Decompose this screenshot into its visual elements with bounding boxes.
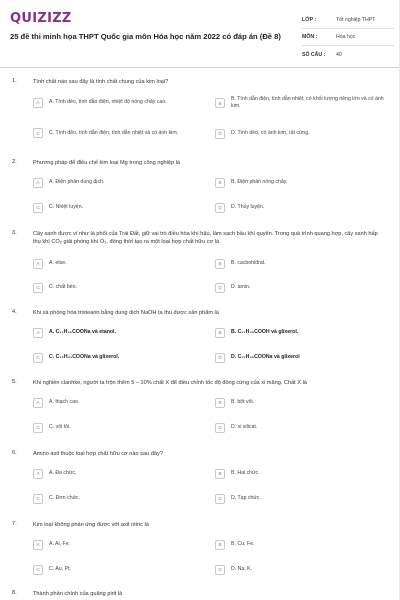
option-text: A. C₁₇H₃₅COONa và etanol. (49, 329, 116, 335)
option-text: D. Tính dẻo, có ánh kim, rất cứng. (231, 130, 310, 136)
option-a[interactable] (33, 94, 207, 111)
option-letter-badge: A (33, 469, 43, 479)
question-text: Cây xanh được ví như lá phổi của Trái Đất, giữ vai trò điều hòa khí hậu, làm sạch bầu khí quyển. Trong quá trình quang hợp, cây xanh hấp thụ khí CO₂ giải phóng khí O₂, đồng thời tạo ra một loại hợp chất hữu cơ là (33, 231, 378, 245)
option-letter-badge: A (33, 398, 43, 408)
option-d[interactable] (215, 125, 389, 142)
question-number: 8. (12, 590, 17, 596)
question-text: Kim loại không phản ứng được với axit nitric là (33, 522, 149, 528)
meta-table (302, 12, 394, 63)
question-text: Thành phần chính của quặng pirit là (33, 591, 123, 597)
question-text: Khi nghiền clanhke, người ta trộn thêm 5 – 10% chất X để điều chỉnh tốc độ đông cứng của xi măng. Chất X là (33, 380, 307, 386)
question-number: 4. (12, 309, 17, 315)
option-letter-badge: A (33, 540, 43, 550)
option-d[interactable] (215, 279, 389, 296)
document-header (0, 0, 400, 68)
option-text: D. Tạp chức. (231, 495, 261, 501)
option-c[interactable] (33, 349, 207, 366)
option-text: D. C₁₇H₃₅COONa và glixerol (231, 354, 300, 360)
meta-key: MÔN : (302, 34, 318, 40)
option-c[interactable] (33, 419, 207, 436)
option-a[interactable] (33, 324, 207, 341)
option-letter-badge: C (33, 423, 43, 433)
option-letter-badge: D (215, 494, 225, 504)
option-d[interactable] (215, 349, 389, 366)
option-b[interactable] (215, 92, 389, 114)
option-b[interactable] (215, 174, 389, 191)
option-text: B. Cu, Fe. (231, 541, 255, 547)
question-number: 3. (12, 230, 17, 236)
question-number: 5. (12, 379, 17, 385)
option-text: D. xi silicat. (231, 424, 258, 430)
meta-value: Hóa học (336, 34, 356, 40)
option-text: D. Na, K. (231, 566, 253, 572)
option-text: C. Đơn chức. (49, 495, 81, 501)
option-text: C. chất béo. (49, 284, 77, 290)
option-text: B. cacbohiđrat. (231, 260, 266, 266)
option-text: A. thạch cao. (49, 399, 80, 405)
option-c[interactable] (33, 561, 207, 578)
option-text: A. Đa chức. (49, 470, 77, 476)
option-a[interactable] (33, 536, 207, 553)
meta-value: Tốt nghiệp THPT (336, 17, 376, 23)
option-a[interactable] (33, 174, 207, 191)
question-number: 2. (12, 159, 17, 165)
option-text: D. amin. (231, 284, 251, 290)
page-title: 25 đề thi minh họa THPT Quốc gia môn Hóa học năm 2022 có đáp án (Đề 8) (10, 32, 281, 41)
question-text: Phương pháp để điều chế kim loại Mg trong công nghiệp là (33, 160, 181, 166)
option-letter-badge: B (215, 398, 225, 408)
option-a[interactable] (33, 465, 207, 482)
option-c[interactable] (33, 279, 207, 296)
meta-key: LỚP : (302, 17, 317, 23)
option-letter-badge: A (33, 98, 43, 108)
option-text: C. Tính dẻo, tính dẫn điện, tính dẫn nhiệt và có ánh kim. (49, 129, 179, 136)
option-letter-badge: C (33, 353, 43, 363)
option-text: D. Thủy luyện. (231, 204, 265, 210)
option-letter-badge: B (215, 178, 225, 188)
question-text: Amino axit thuộc loại hợp chất hữu cơ nào sau đây? (33, 451, 163, 457)
option-letter-badge: A (33, 328, 43, 338)
option-d[interactable] (215, 490, 389, 507)
option-letter-badge: B (215, 540, 225, 550)
option-letter-badge: C (33, 283, 43, 293)
option-letter-badge: D (215, 283, 225, 293)
option-a[interactable] (33, 394, 207, 411)
option-text: C. C₁₅H₃₁COONa và glixerol. (49, 354, 120, 360)
option-text: C. Au, Pt. (49, 566, 71, 572)
question-text: Tính chất nào sau đây là tính chất chung của kim loại? (33, 79, 169, 85)
option-text: B. Điện phân nóng chảy. (231, 179, 288, 185)
option-letter-badge: C (33, 128, 43, 138)
option-text: C. Nhiệt luyện. (49, 204, 84, 210)
option-letter-badge: D (215, 129, 225, 139)
option-text: B. Tính dẫn điện, tính dẫn nhiệt, có khối lượng riêng lớn và có ánh kim. (231, 96, 384, 109)
option-text: A. Tính dẻo, tính dẫn điện, nhiệt độ nóng chảy cao. (49, 99, 167, 105)
question-number: 7. (12, 521, 17, 527)
question-text: Khi xà phòng hóa tristearin bằng dung dịch NaOH ta thu được sản phẩm là (33, 310, 219, 316)
option-b[interactable] (215, 465, 389, 482)
option-text: A. etse. (49, 260, 67, 266)
meta-value: 40 (336, 51, 342, 58)
option-b[interactable] (215, 324, 389, 341)
option-letter-badge: D (215, 203, 225, 213)
option-letter-badge: A (33, 178, 43, 188)
option-c[interactable] (33, 122, 207, 144)
meta-row-class (302, 12, 394, 29)
meta-row-count (302, 46, 394, 63)
meta-key: SỐ CÂU : (302, 51, 326, 58)
option-text: B. Hai chức. (231, 470, 260, 476)
option-a[interactable] (33, 255, 207, 272)
option-letter-badge: B (215, 328, 225, 338)
option-text: B. C₁₇H₃₅COOH và glixerol. (231, 329, 299, 335)
option-text: B. bột vôi. (231, 399, 255, 405)
option-letter-badge: B (215, 259, 225, 269)
option-letter-badge: C (33, 203, 43, 213)
option-text: A. Điện phân dung dịch. (49, 179, 105, 185)
option-d[interactable] (215, 199, 389, 216)
option-letter-badge: D (215, 353, 225, 363)
quizizz-logo[interactable]: QUIZIZZ (10, 11, 72, 26)
option-letter-badge: C (33, 494, 43, 504)
option-letter-badge: B (215, 98, 225, 108)
option-letter-badge: A (33, 259, 43, 269)
option-b[interactable] (215, 536, 389, 553)
option-letter-badge: C (33, 565, 43, 575)
option-d[interactable] (215, 419, 389, 436)
question-number: 6. (12, 450, 17, 456)
option-b[interactable] (215, 255, 389, 272)
option-c[interactable] (33, 490, 207, 507)
option-letter-badge: D (215, 423, 225, 433)
meta-row-subject (302, 29, 394, 46)
option-text: A. Al, Fe. (49, 541, 71, 547)
question-number: 1. (12, 78, 17, 84)
option-letter-badge: D (215, 565, 225, 575)
option-letter-badge: B (215, 469, 225, 479)
option-text: C. vôi tôi. (49, 424, 71, 430)
option-d[interactable] (215, 561, 389, 578)
option-b[interactable] (215, 394, 389, 411)
option-c[interactable] (33, 199, 207, 216)
